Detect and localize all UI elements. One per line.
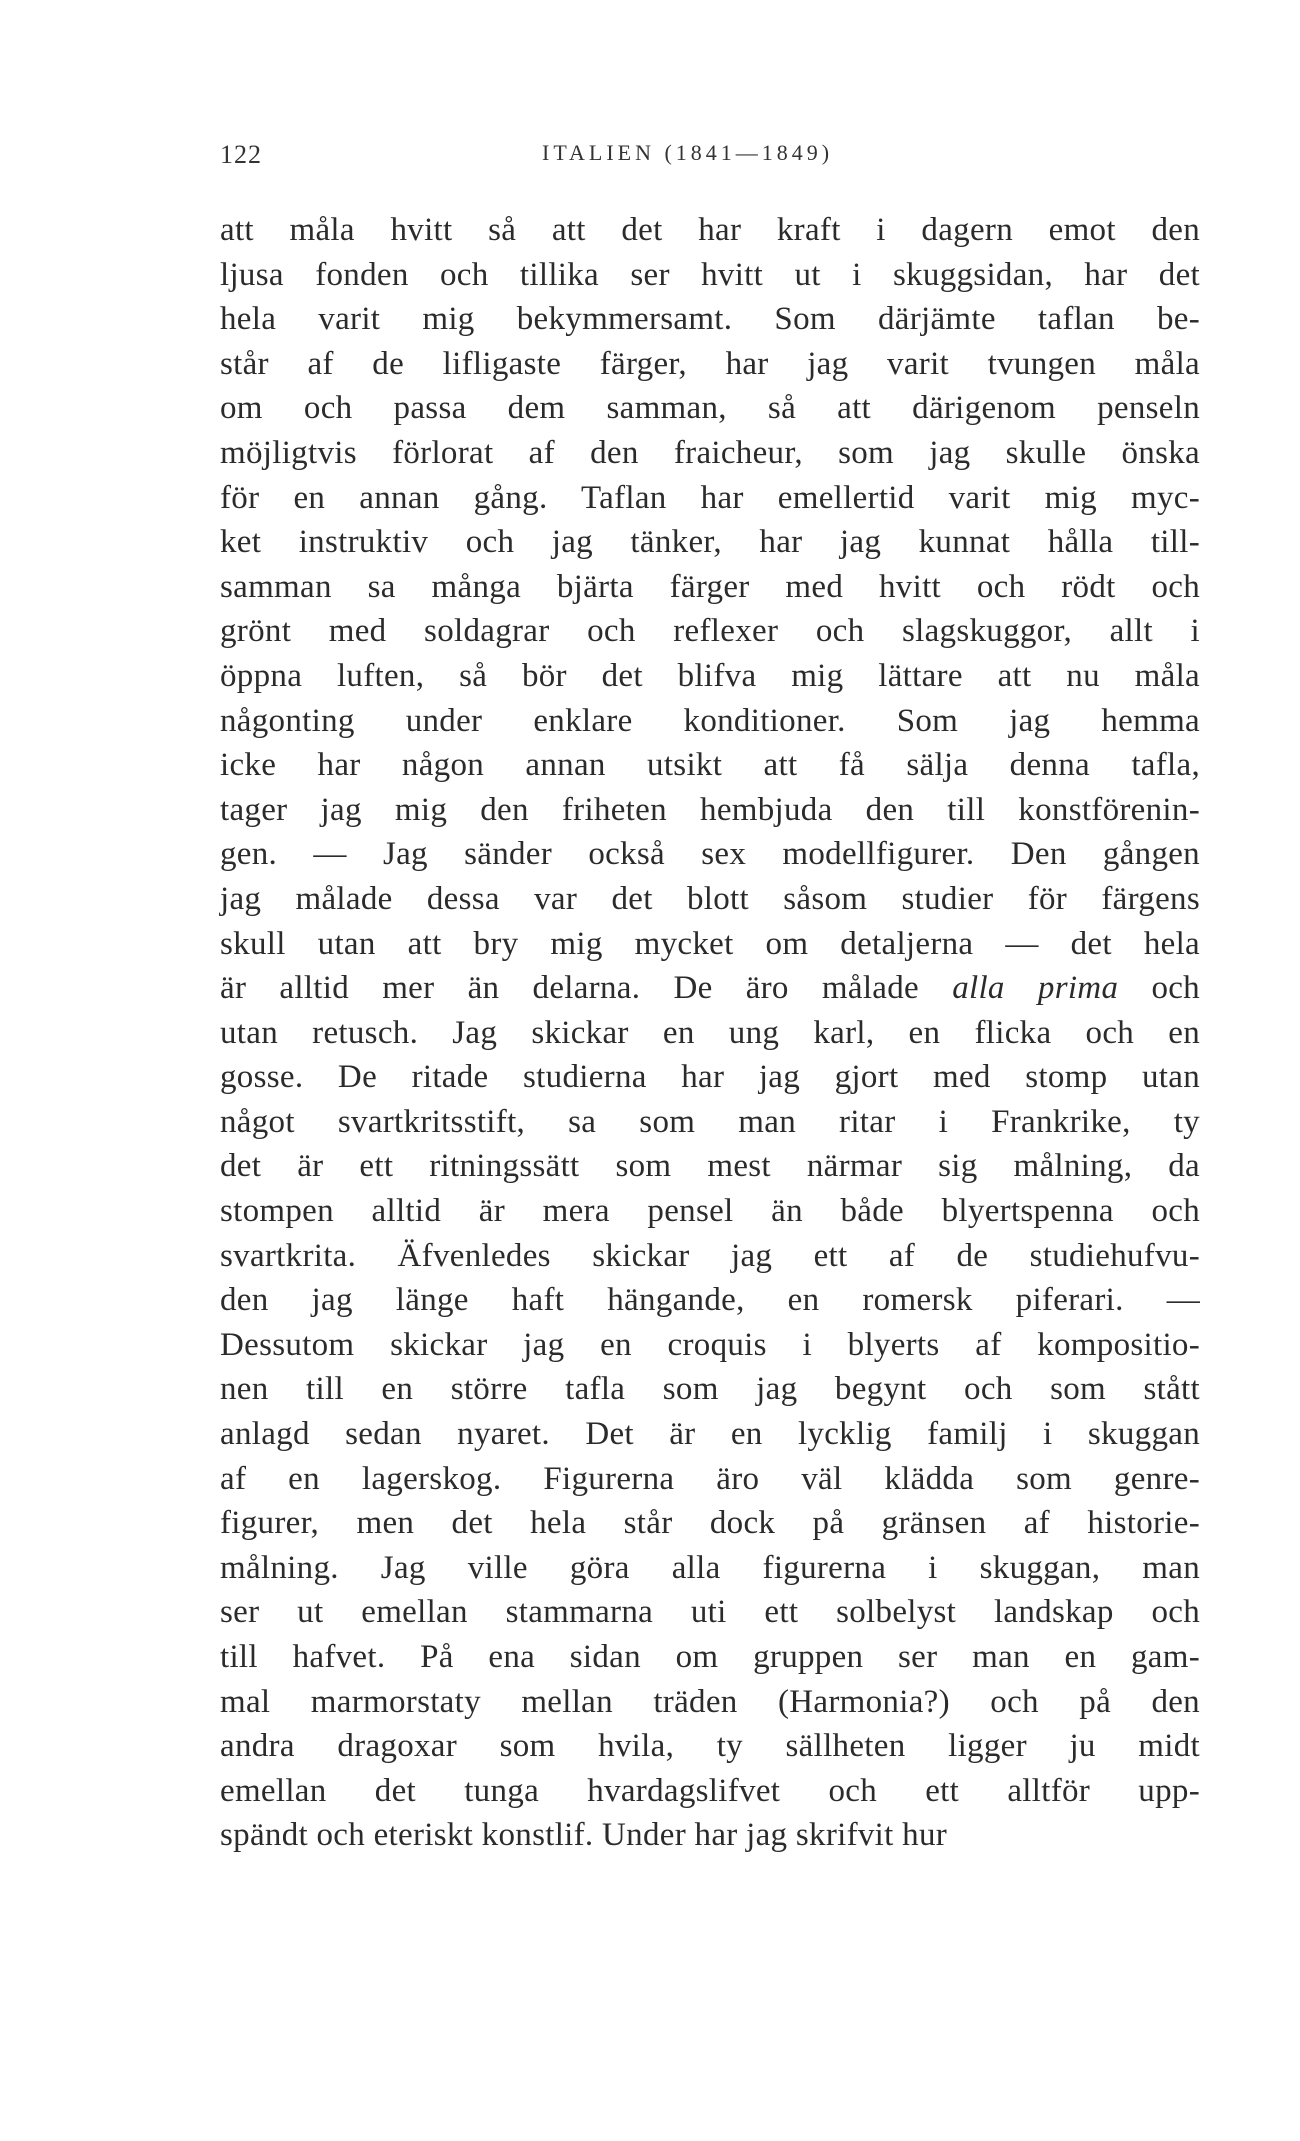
text-line: ser ut emellan stammarna uti ett solbelyst landskap och bbox=[220, 1594, 1200, 1631]
text-line: Dessutom skickar jag en croquis i blyerts af kompositio- bbox=[220, 1326, 1200, 1363]
text-line-italic bbox=[220, 966, 1200, 1011]
italic-phrase: alla prima bbox=[952, 970, 1119, 1007]
text-line: nen till en större tafla som jag begynt och som stått bbox=[220, 1371, 1200, 1408]
text-line: af en lagerskog. Figurerna äro väl klädda som genre- bbox=[220, 1460, 1200, 1497]
text-line: om och passa dem samman, så att därigenom penseln bbox=[220, 390, 1200, 427]
text-line: stompen alltid är mera pensel än både blyertspenna och bbox=[220, 1193, 1200, 1230]
text-line: tager jag mig den friheten hembjuda den till konstförenin- bbox=[220, 791, 1200, 828]
text-line: det är ett ritningssätt som mest närmar sig målning, da bbox=[220, 1148, 1200, 1185]
text-line: andra dragoxar som hvila, ty sällheten ligger ju midt bbox=[220, 1728, 1200, 1765]
text-line: gen. — Jag sänder också sex modellfigurer. Den gången bbox=[220, 836, 1200, 873]
text-line: någonting under enklare konditioner. Som jag hemma bbox=[220, 702, 1200, 739]
text-line: svartkrita. Äfvenledes skickar jag ett af de studiehufvu- bbox=[220, 1237, 1200, 1274]
text-line: mal marmorstaty mellan träden (Harmonia?) och på den bbox=[220, 1683, 1200, 1720]
text-line: står af de lifligaste färger, har jag varit tvungen måla bbox=[220, 345, 1200, 382]
text-line: skull utan att bry mig mycket om detaljerna — det hela bbox=[220, 925, 1200, 962]
text-line: för en annan gång. Taflan har emellertid varit mig myc- bbox=[220, 479, 1200, 516]
text-line: målning. Jag ville göra alla figurerna i skuggan, man bbox=[220, 1549, 1200, 1586]
text-line: spändt och eteriskt konstlif. Under har jag skrifvit hur bbox=[220, 1817, 948, 1854]
text-line: ljusa fonden och tillika ser hvitt ut i skuggsidan, har det bbox=[220, 256, 1200, 293]
line-tail: och bbox=[1151, 970, 1200, 1007]
text-line: att måla hvitt så att det har kraft i dagern emot den bbox=[220, 212, 1200, 248]
text-line: anlagd sedan nyaret. Det är en lycklig familj i skuggan bbox=[220, 1416, 1200, 1453]
running-title: ITALIEN (1841—1849) bbox=[542, 140, 834, 165]
text-line: emellan det tunga hvardagslifvet och ett alltför upp- bbox=[220, 1772, 1200, 1809]
page-number: 122 bbox=[220, 140, 262, 169]
line-lead: är alltid mer än delarna. De äro målade bbox=[220, 970, 919, 1007]
text-line: till hafvet. På ena sidan om gruppen ser man en gam- bbox=[220, 1639, 1200, 1675]
text-line: figurer, men det hela står dock på gränsen af historie- bbox=[220, 1505, 1200, 1542]
body-text bbox=[220, 208, 1200, 1858]
text-line: samman sa många bjärta färger med hvitt och rödt och bbox=[220, 568, 1200, 605]
text-line: öppna luften, så bör det blifva mig lättare att nu måla bbox=[220, 657, 1200, 694]
text-line: gosse. De ritade studierna har jag gjort med stomp utan bbox=[220, 1059, 1200, 1096]
text-line: ket instruktiv och jag tänker, har jag kunnat hålla till- bbox=[220, 524, 1200, 561]
text-line: grönt med soldagrar och reflexer och slagskuggor, allt i bbox=[220, 613, 1200, 650]
text-line: jag målade dessa var det blott såsom studier för färgens bbox=[220, 880, 1200, 917]
text-line: möjligtvis förlorat af den fraicheur, som jag skulle önska bbox=[220, 434, 1200, 471]
text-line: icke har någon annan utsikt att få sälja denna tafla, bbox=[220, 747, 1200, 784]
text-line: den jag länge haft hängande, en romersk piferari. — bbox=[220, 1282, 1200, 1319]
text-line: hela varit mig bekymmersamt. Som därjämte taflan be- bbox=[220, 301, 1200, 338]
text-line: utan retusch. Jag skickar en ung karl, en flicka och en bbox=[220, 1014, 1200, 1051]
running-head bbox=[220, 140, 1200, 176]
text-line: något svartkritsstift, sa som man ritar i Frankrike, ty bbox=[220, 1103, 1200, 1140]
